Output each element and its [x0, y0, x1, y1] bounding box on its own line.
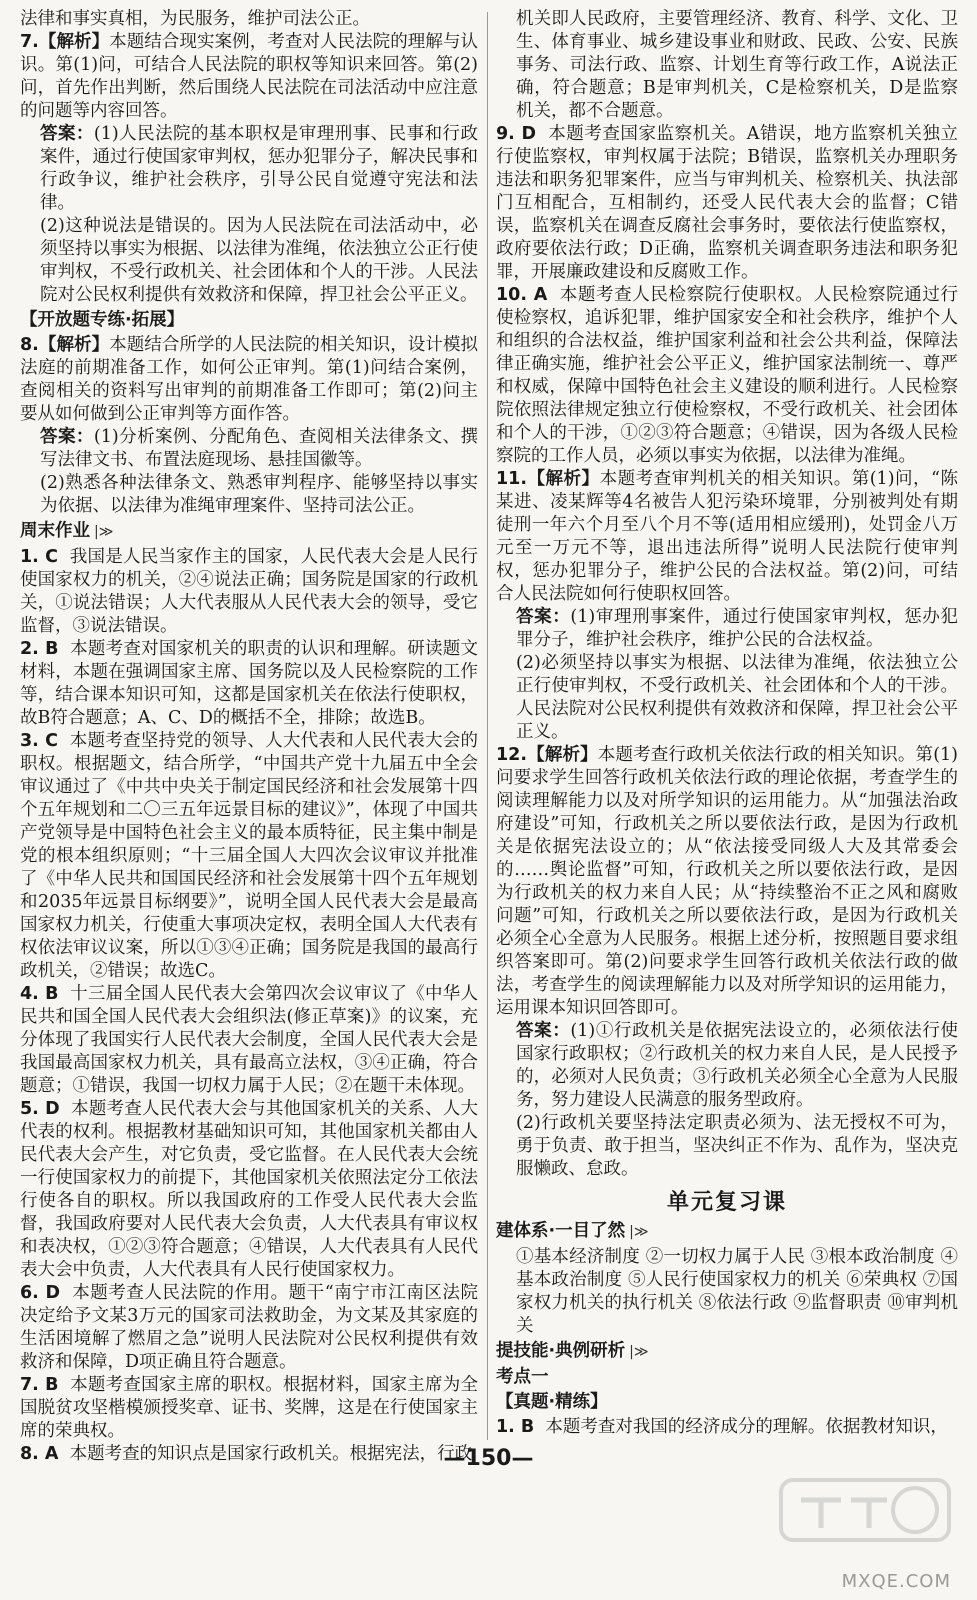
right-column	[496, 8, 958, 1439]
answer-block	[496, 1020, 958, 1112]
item-text: 本题考查人民检察院行使职权。人民检察院通过行使检察权，追诉犯罪，维护国家安全和社会秩序，维护个人和组织的合法权益，维护国家利益和社会公共利益，保障法律正确实施，维护社会公平正义，维护国家法制统一、尊严和权威，保障中国特色社会主义建设的顺利进行。人民检察院依照法律规定独立行使检察权，不受行政机关、社会团体和个人的干涉，①②③符合题意；④错误，因为各级人民检察院的工作人员，必须以事实为依据，以法律为准绳。	[496, 285, 959, 466]
system-list: ①基本经济制度 ②一切权力属于人民 ③根本政治制度 ④基本政治制度 ⑤人民行使国家权力的机关 ⑥荣典权 ⑦国家权力机关的执行机关 ⑧依法行政 ⑨监督职责 ⑩审判机关	[516, 1247, 958, 1336]
analysis-tag: 【解析】	[38, 32, 110, 52]
weekend-item-7	[20, 1374, 478, 1443]
weekend-item-3	[20, 730, 478, 983]
answer-text-2: (2)这种说法是错误的。因为人民法院在司法活动中，必须坚持以事实为根据、以法律为准绳，依法独立公正行使审判权，不受行政机关、社会团体和个人的干涉。人民法院对公民权利提供有效救济和保障，捍卫社会公平正义。	[40, 216, 478, 305]
weekend-item-11	[496, 468, 958, 606]
answer-label: 答案：	[40, 427, 94, 447]
item-text: 本题考查的知识点是国家行政机关。根据宪法，行政	[69, 1444, 473, 1464]
weekend-item-4	[20, 983, 478, 1098]
weekend-item-2	[20, 638, 478, 730]
weekend-item-12	[496, 744, 958, 1020]
item-number: 7. B	[20, 1375, 59, 1395]
item-number: 2. B	[20, 639, 59, 659]
real-exam-heading: 【真题·精练】	[496, 1392, 608, 1412]
weekend-item-1	[20, 546, 478, 638]
weekend-item-6	[20, 1282, 478, 1374]
answer-block	[20, 426, 478, 472]
item-number: 8.	[20, 335, 39, 355]
chevron-right-icon: |≫	[94, 524, 114, 540]
chevron-right-icon: |≫	[629, 1224, 649, 1240]
item-number: 9. D	[496, 124, 536, 144]
item-number: 4. B	[20, 984, 59, 1004]
item-text: 本题考查坚持党的领导、人大代表和人民代表大会的职权。根据题文，结合所学，“中国共产党十九届五中全会审议通过了《中共中央关于制定国民经济和社会发展第十四个五年规划和二〇三五年远景目标的建议》”，体现了中国共产党领导是中国特色社会主义的最本质特征，民主集中制是党的根本组织原则；“十三届全国人大四次会议审议并批准了《中华人民共和国国民经济和社会发展第十四个五年规划和2035年远景目标纲要》”，说明全国人民代表大会是最高国家权力机关，行使重大事项决定权，表明全国人大代表有权依法审议议案，所以①③④正确；国务院是我国的最高行政机关，②错误；故选C。	[20, 731, 478, 981]
item-text: 本题考查审判机关的相关知识。第(1)问，“陈某进、凌某辉等4名被告人犯污染环境罪，分别被判处有期徒刑一年六个月至八个月不等(适用相应缓刑)，处罚金八万元至一万元不等，退出违法所得”说明人民法院行使审判权，惩办犯罪分子，维护公民的合法权益。第(2)问，可结合人民法院如何行使职权回答。	[496, 469, 959, 604]
item-number: 5. D	[20, 1099, 60, 1119]
analysis-tag: 【解析】	[527, 745, 598, 765]
item-text: 本题考查人民法院的作用。题干“南宁市江南区法院决定给予文某3万元的国家司法救助金，为文某及其家庭的生活困境解了燃眉之急”说明人民法院对公民权利提供有效救济和保障，D项正确且符合题意。	[20, 1283, 478, 1372]
item-text: 本题考查对国家机关的职责的认识和理解。研读题文材料，本题在强调国家主席、国务院以及人民检察院的工作等，结合课本知识可知，这都是国家机关在依法行使职权，故B符合题意；A、C、D的概括不全，排除；故选B。	[20, 639, 478, 728]
answer-text-2: (2)熟悉各种法律条文、熟悉审判程序、能够坚持以事实为依据、以法律为准绳审理案件、坚持司法公正。	[40, 473, 478, 516]
page-number: —150—	[443, 1446, 534, 1471]
weekend-item-10	[496, 284, 958, 468]
item-text: 本题考查国家主席的职权。根据材料，国家主席为全国脱贫攻坚楷模颁授奖章、证书、奖牌，这是在行使国家主席的荣典权。	[20, 1375, 478, 1441]
section-title: 提技能·典例研析	[496, 1341, 626, 1361]
watermark-text: MXQE.COM	[841, 1571, 951, 1592]
answer-label: 答案：	[40, 124, 94, 144]
chevron-right-icon: |≫	[629, 1344, 649, 1360]
item-text: 本题考查行政机关依法行政的相关知识。第(1)问要求学生回答行政机关依法行政的理论依据，考查学生的阅读理解能力以及对所学知识的运用能力。从“加强法治政府建设”可知，行政机关之所以要依法行政，是因为行政机关是依据宪法设立的；从“依法接受同级人大及其常委会的……舆论监督”可知，行政机关之所以要依法行政，是因为行政机关的权力来自人民；从“持续整治不正之风和腐败问题”可知，行政机关之所以要依法行政，是因为行政机关必须全心全意为人民服务。根据上述分析，按照题目要求组织答案即可。第(2)问要求学生回答行政机关依法行政的做法，考查学生的阅读理解能力以及对所学知识的运用能力，运用课本知识回答即可。	[496, 745, 959, 1018]
item-text: 本题结合所学的人民法院的相关知识，设计模拟法庭的前期准备工作，如何公正审判。第(1)问结合案例，查阅相关的资料写出审判的前期准备工作即可；第(2)问主要从如何做到公正审判等方面作答。	[20, 335, 479, 424]
review-item-1	[496, 1416, 958, 1439]
paragraph: 机关即人民政府，主要管理经济、教育、科学、文化、卫生、体育事业、城乡建设事业和财政、民政、公安、民族事务、司法行政、监察、计划生育等行政工作，A说法正确，符合题意；B是审判机关，C是检察机关，D是监察机关，都不合题意。	[516, 9, 958, 121]
answer-text: (1)审理刑事案件，通过行使国家审判权，惩办犯罪分子，维护社会秩序，维护公民的合法权益。	[516, 607, 958, 650]
answer-label: 答案：	[516, 607, 571, 627]
item-number: 11.	[496, 469, 528, 489]
item-number: 7.	[20, 32, 39, 52]
item-number: 3. C	[20, 731, 59, 751]
item-number: 6. D	[20, 1283, 60, 1303]
section-heading-system	[496, 1220, 958, 1244]
item-number: 1. B	[496, 1417, 535, 1437]
column-divider	[487, 12, 488, 1440]
paragraph: 法律和事实真相，为民服务，维护司法公正。	[20, 9, 370, 29]
answer-text-2: (2)行政机关要坚持法定职责必须为、法无授权不可为，勇于负责、敢于担当，坚决纠正不作为、乱作为，坚决克服懒政、怠政。	[516, 1113, 958, 1179]
item-text: 本题结合现实案例，考查对人民法院的理解与认识。第(1)问，可结合人民法院的职权等知识来回答。第(2)问，首先作出判断，然后围绕人民法院在司法活动中应注意的问题等内容回答。	[20, 32, 479, 121]
watermark-logo-icon	[775, 1470, 955, 1570]
item-text: 十三届全国人民代表大会第四次会议审议了《中华人民共和国全国人民代表大会组织法(修正草案)》的议案，充分体现了我国实行人民代表大会制度，全国人民代表大会是我国最高国家权力机关，具有最高立法权，③④正确，符合题意；①错误，我国一切权力属于人民；②在题干未体现。	[20, 984, 478, 1096]
answer-text: (1)分析案例、分配角色、查阅相关法律条文、撰写法律文书、布置法庭现场、悬挂国徽等。	[40, 427, 479, 470]
answer-block	[20, 123, 478, 215]
item-text: 本题考查人民代表大会与其他国家机关的关系、人大代表的权利。根据教材基础知识可知，其他国家机关都由人民代表大会产生，对它负责，受它监督。在人民代表大会统一行使国家权力的前提下，其他国家机关依照法定分工依法行使各自的职权。所以我国政府的工作受人民代表大会监督，我国政府要对人民代表大会负责，人大代表具有审议权和表决权，①②③符合题意；④错误，人大代表具有人民代表大会中负责，人大代表具有人民行使国家权力。	[20, 1099, 478, 1280]
weekend-item-9	[496, 123, 958, 284]
item-number: 1. C	[20, 547, 59, 567]
left-column	[20, 8, 478, 1466]
analysis-tag: 【解析】	[38, 335, 110, 355]
section-heading-open: 【开放题专练·拓展】	[20, 310, 185, 330]
item-text: 本题考查对我国的经济成分的理解。依据教材知识，	[545, 1417, 948, 1437]
answer-text: (1)人民法院的基本职权是审理刑事、民事和行政案件，通过行使国家审判权，惩办犯罪分子，解决民事和行政争议，维护社会秩序，引导公民自觉遵守宪法和法律。	[40, 124, 479, 213]
section-title: 建体系·一目了然	[496, 1221, 626, 1241]
answer-text: (1)①行政机关是依据宪法设立的，必须依法行使国家行政职权；②行政机关的权力来自人民，是人民授予的，必须对人民负责；③行政机关必须全心全意为人民服务，努力建设人民满意的服务型政府。	[516, 1021, 958, 1110]
answer-text-2: (2)必须坚持以事实为根据、以法律为准绳，依法独立公正行使审判权，不受行政机关、社会团体和个人的干涉。人民法院对公民权利提供有效救济和保障，捍卫社会公平正义。	[516, 653, 958, 742]
section-title: 周末作业	[20, 521, 90, 541]
item-number: 12.	[496, 745, 528, 765]
analysis-tag: 【解析】	[527, 469, 600, 489]
kaodian-heading: 考点一	[496, 1367, 549, 1387]
section-heading-weekend	[20, 520, 478, 544]
item-text: 本题考查国家监察机关。A错误，地方监察机关独立行使监察权，审判权属于法院；B错误，监察机关办理职务违法和职务犯罪案件，应当与审判机关、检察机关、执法部门互相配合，互相制约，还受人民代表大会的监督；C错误，监察机关在调查反腐社会事务时，要依法行使监察权，政府要依法行政；D正确，监察机关调查职务违法和职务犯罪，开展廉政建设和反腐败工作。	[496, 124, 958, 282]
item-number: 10. A	[496, 285, 548, 305]
answer-label: 答案：	[516, 1021, 571, 1041]
answer-block	[496, 606, 958, 652]
answer-item-7	[20, 31, 478, 123]
section-heading-skill	[496, 1340, 958, 1364]
weekend-item-5	[20, 1098, 478, 1282]
item-text: 我国是人民当家作主的国家，人民代表大会是人民行使国家权力的机关，②④说法正确；国务院是国家的行政机关，①说法错误；人大代表服从人民代表大会的领导，受它监督，③说法错误。	[20, 547, 478, 636]
answer-item-8	[20, 334, 478, 426]
item-number: 8. A	[20, 1444, 59, 1464]
unit-title: 单元复习课	[666, 1190, 787, 1215]
